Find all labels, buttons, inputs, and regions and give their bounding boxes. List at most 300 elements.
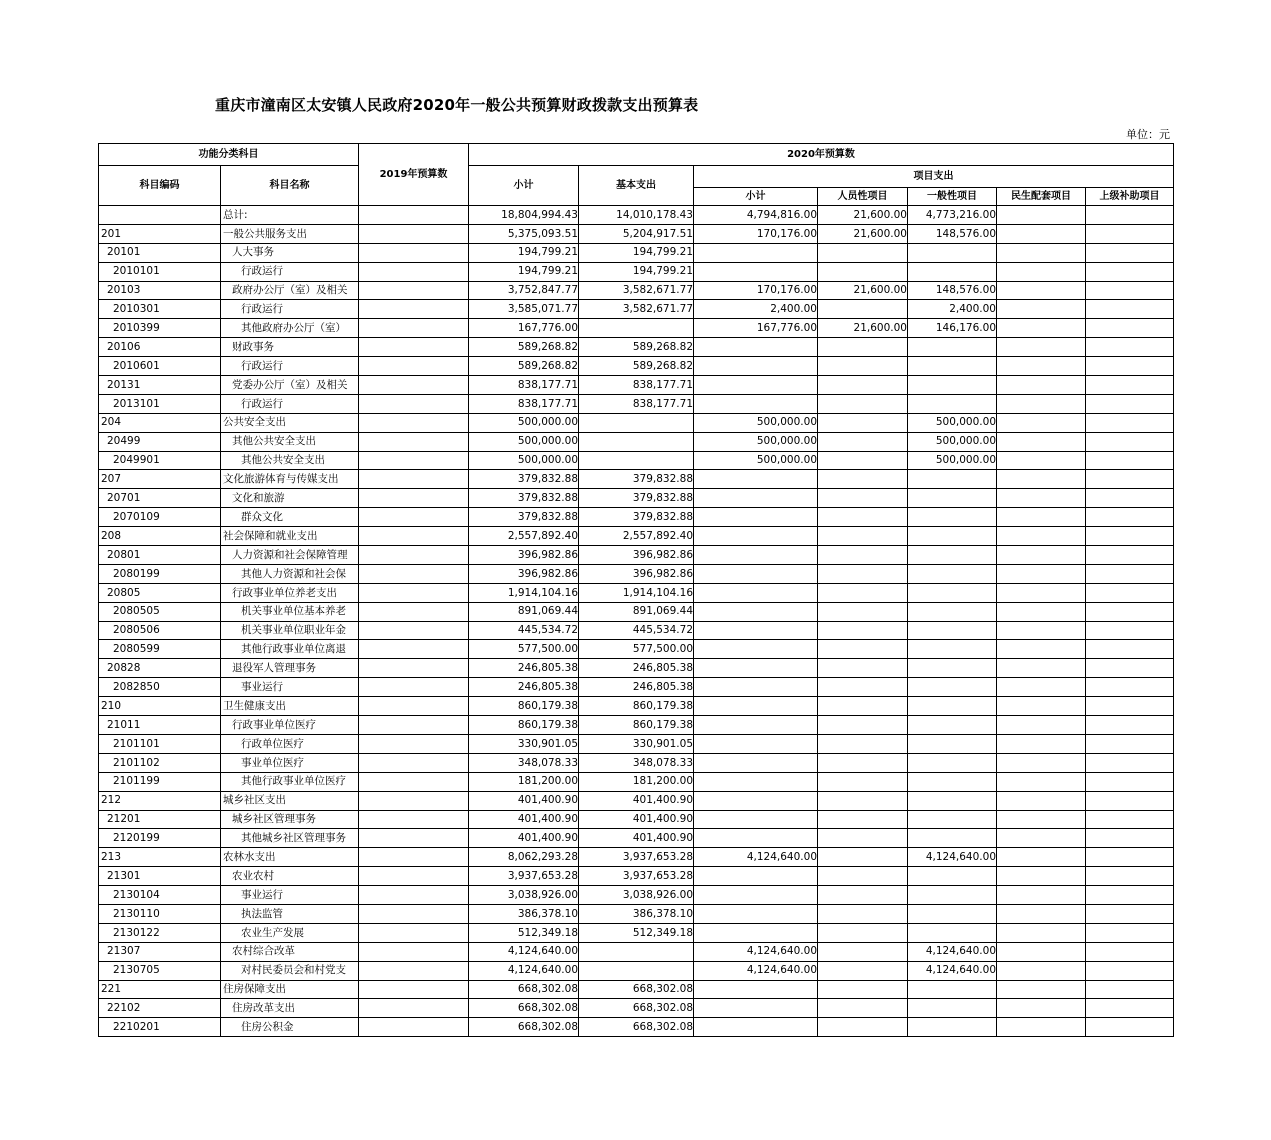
cell-general [908, 527, 997, 546]
cell-prev-budget [359, 319, 469, 338]
table-row [99, 923, 1174, 942]
cell-proj-subtotal [694, 659, 818, 678]
cell-proj-subtotal [694, 923, 818, 942]
cell-proj-subtotal [694, 829, 818, 848]
table-row [99, 659, 1174, 678]
cell-basic: 589,268.82 [579, 357, 694, 376]
cell-prev-budget [359, 357, 469, 376]
cell-basic [579, 961, 694, 980]
cell-name: 事业运行 [221, 886, 359, 905]
cell-basic: 860,179.38 [579, 697, 694, 716]
cell-personnel [818, 980, 908, 999]
cell-superior [1086, 697, 1174, 716]
cell-basic: 668,302.08 [579, 999, 694, 1018]
cell-prev-budget [359, 224, 469, 243]
table-row [99, 243, 1174, 262]
cell-code: 2049901 [99, 451, 221, 470]
cell-personnel [818, 394, 908, 413]
cell-basic: 2,557,892.40 [579, 527, 694, 546]
cell-personnel [818, 451, 908, 470]
cell-livelihood [997, 224, 1086, 243]
cell-prev-budget [359, 583, 469, 602]
cell-basic: 3,937,653.28 [579, 848, 694, 867]
table-row [99, 772, 1174, 791]
cell-name: 农村综合改革 [221, 942, 359, 961]
cell-personnel [818, 564, 908, 583]
cell-proj-subtotal [694, 527, 818, 546]
cell-subtotal: 330,901.05 [469, 734, 579, 753]
table-row [99, 980, 1174, 999]
cell-personnel [818, 904, 908, 923]
cell-subtotal: 512,349.18 [469, 923, 579, 942]
cell-subtotal: 589,268.82 [469, 357, 579, 376]
cell-superior [1086, 753, 1174, 772]
cell-name: 事业运行 [221, 678, 359, 697]
cell-code: 21011 [99, 716, 221, 735]
cell-name: 对村民委员会和村党支 [221, 961, 359, 980]
cell-basic: 379,832.88 [579, 470, 694, 489]
cell-basic: 838,177.71 [579, 394, 694, 413]
table-row [99, 319, 1174, 338]
cell-prev-budget [359, 621, 469, 640]
header-prev-budget: 2019年预算数 [359, 144, 469, 206]
cell-code: 2013101 [99, 394, 221, 413]
cell-superior [1086, 281, 1174, 300]
cell-general [908, 734, 997, 753]
cell-basic: 3,582,671.77 [579, 281, 694, 300]
cell-basic: 860,179.38 [579, 716, 694, 735]
cell-superior [1086, 243, 1174, 262]
cell-code: 2101102 [99, 753, 221, 772]
cell-name: 行政运行 [221, 262, 359, 281]
header-code: 科目编码 [99, 166, 221, 206]
cell-general [908, 772, 997, 791]
cell-personnel [818, 716, 908, 735]
cell-general [908, 621, 997, 640]
cell-proj-subtotal [694, 904, 818, 923]
cell-basic: 246,805.38 [579, 678, 694, 697]
cell-superior [1086, 678, 1174, 697]
cell-prev-budget [359, 904, 469, 923]
cell-basic: 1,914,104.16 [579, 583, 694, 602]
table-header [99, 144, 1174, 206]
cell-prev-budget [359, 489, 469, 508]
cell-proj-subtotal [694, 980, 818, 999]
cell-subtotal: 379,832.88 [469, 470, 579, 489]
cell-proj-subtotal [694, 508, 818, 527]
table-row [99, 583, 1174, 602]
cell-livelihood [997, 904, 1086, 923]
cell-code: 204 [99, 413, 221, 432]
unit-label: 单位：元 [1126, 128, 1170, 141]
cell-general: 148,576.00 [908, 281, 997, 300]
cell-proj-subtotal: 167,776.00 [694, 319, 818, 338]
header-func-class: 功能分类科目 [99, 144, 359, 166]
cell-personnel [818, 640, 908, 659]
cell-superior [1086, 999, 1174, 1018]
page-title: 重庆市潼南区太安镇人民政府2020年一般公共预算财政拨款支出预算表 [215, 96, 699, 114]
cell-general: 148,576.00 [908, 224, 997, 243]
cell-personnel [818, 300, 908, 319]
cell-basic: 396,982.86 [579, 546, 694, 565]
cell-code: 201 [99, 224, 221, 243]
cell-superior [1086, 904, 1174, 923]
cell-proj-subtotal [694, 243, 818, 262]
cell-personnel [818, 602, 908, 621]
cell-name: 人力资源和社会保障管理 [221, 546, 359, 565]
cell-livelihood [997, 678, 1086, 697]
header-personnel: 人员性项目 [818, 188, 908, 206]
cell-basic: 445,534.72 [579, 621, 694, 640]
cell-name: 其他政府办公厅（室） [221, 319, 359, 338]
cell-superior [1086, 734, 1174, 753]
cell-livelihood [997, 942, 1086, 961]
table-body [99, 206, 1174, 1037]
table-row [99, 961, 1174, 980]
cell-proj-subtotal [694, 999, 818, 1018]
cell-basic: 396,982.86 [579, 564, 694, 583]
cell-personnel [818, 1018, 908, 1037]
cell-name: 住房改革支出 [221, 999, 359, 1018]
cell-superior [1086, 508, 1174, 527]
cell-basic: 668,302.08 [579, 980, 694, 999]
cell-prev-budget [359, 829, 469, 848]
cell-personnel [818, 923, 908, 942]
cell-prev-budget [359, 942, 469, 961]
cell-superior [1086, 338, 1174, 357]
cell-subtotal: 5,375,093.51 [469, 224, 579, 243]
cell-proj-subtotal [694, 697, 818, 716]
cell-superior [1086, 206, 1174, 225]
cell-subtotal: 3,937,653.28 [469, 867, 579, 886]
cell-superior [1086, 640, 1174, 659]
cell-prev-budget [359, 753, 469, 772]
cell-name: 行政事业单位养老支出 [221, 583, 359, 602]
cell-livelihood [997, 961, 1086, 980]
cell-superior [1086, 262, 1174, 281]
cell-superior [1086, 546, 1174, 565]
cell-proj-subtotal [694, 772, 818, 791]
cell-prev-budget [359, 413, 469, 432]
cell-proj-subtotal: 2,400.00 [694, 300, 818, 319]
cell-general [908, 243, 997, 262]
cell-personnel [818, 432, 908, 451]
cell-code: 2130104 [99, 886, 221, 905]
cell-prev-budget [359, 394, 469, 413]
cell-basic: 181,200.00 [579, 772, 694, 791]
cell-name: 政府办公厅（室）及相关 [221, 281, 359, 300]
cell-basic: 3,937,653.28 [579, 867, 694, 886]
cell-prev-budget [359, 640, 469, 659]
cell-general: 4,124,640.00 [908, 848, 997, 867]
cell-livelihood [997, 734, 1086, 753]
cell-livelihood [997, 791, 1086, 810]
cell-personnel [818, 583, 908, 602]
cell-code: 2070109 [99, 508, 221, 527]
cell-code: 2130122 [99, 923, 221, 942]
cell-subtotal: 246,805.38 [469, 659, 579, 678]
cell-subtotal: 1,914,104.16 [469, 583, 579, 602]
cell-code: 21201 [99, 810, 221, 829]
table-row [99, 602, 1174, 621]
table-row [99, 338, 1174, 357]
cell-prev-budget [359, 886, 469, 905]
cell-superior [1086, 621, 1174, 640]
cell-superior [1086, 848, 1174, 867]
cell-basic: 401,400.90 [579, 829, 694, 848]
cell-proj-subtotal [694, 489, 818, 508]
cell-general: 4,773,216.00 [908, 206, 997, 225]
cell-code: 2130705 [99, 961, 221, 980]
cell-prev-budget [359, 300, 469, 319]
cell-general [908, 338, 997, 357]
cell-basic: 14,010,178.43 [579, 206, 694, 225]
cell-superior [1086, 602, 1174, 621]
cell-code: 22102 [99, 999, 221, 1018]
cell-personnel [818, 338, 908, 357]
budget-table [98, 143, 1174, 1037]
cell-prev-budget [359, 262, 469, 281]
cell-general [908, 640, 997, 659]
cell-proj-subtotal: 4,124,640.00 [694, 961, 818, 980]
cell-basic [579, 319, 694, 338]
cell-livelihood [997, 489, 1086, 508]
cell-livelihood [997, 319, 1086, 338]
cell-superior [1086, 300, 1174, 319]
cell-livelihood [997, 772, 1086, 791]
cell-personnel [818, 489, 908, 508]
cell-superior [1086, 470, 1174, 489]
table-row [99, 262, 1174, 281]
cell-livelihood [997, 376, 1086, 395]
cell-superior [1086, 886, 1174, 905]
cell-personnel: 21,600.00 [818, 319, 908, 338]
cell-superior [1086, 810, 1174, 829]
cell-basic: 401,400.90 [579, 810, 694, 829]
cell-name: 其他公共安全支出 [221, 432, 359, 451]
cell-superior [1086, 432, 1174, 451]
cell-basic: 194,799.21 [579, 243, 694, 262]
cell-personnel [818, 753, 908, 772]
cell-personnel [818, 848, 908, 867]
cell-livelihood [997, 602, 1086, 621]
header-budget-2020: 2020年预算数 [469, 144, 1174, 166]
cell-name: 党委办公厅（室）及相关 [221, 376, 359, 395]
cell-code: 21301 [99, 867, 221, 886]
cell-livelihood [997, 243, 1086, 262]
cell-name: 文化旅游体育与传媒支出 [221, 470, 359, 489]
cell-general: 500,000.00 [908, 432, 997, 451]
cell-proj-subtotal [694, 376, 818, 395]
cell-livelihood [997, 753, 1086, 772]
cell-prev-budget [359, 659, 469, 678]
cell-name: 行政运行 [221, 300, 359, 319]
cell-basic: 668,302.08 [579, 1018, 694, 1037]
cell-superior [1086, 659, 1174, 678]
cell-subtotal: 246,805.38 [469, 678, 579, 697]
cell-superior [1086, 583, 1174, 602]
cell-livelihood [997, 980, 1086, 999]
cell-name: 退役军人管理事务 [221, 659, 359, 678]
cell-basic: 330,901.05 [579, 734, 694, 753]
cell-name: 其他行政事业单位医疗 [221, 772, 359, 791]
cell-prev-budget [359, 243, 469, 262]
cell-proj-subtotal: 4,124,640.00 [694, 848, 818, 867]
cell-general [908, 697, 997, 716]
header-general: 一般性项目 [908, 188, 997, 206]
cell-general [908, 546, 997, 565]
header-name: 科目名称 [221, 166, 359, 206]
cell-superior [1086, 716, 1174, 735]
cell-superior [1086, 829, 1174, 848]
cell-prev-budget [359, 508, 469, 527]
table-row [99, 357, 1174, 376]
cell-livelihood [997, 451, 1086, 470]
cell-personnel [818, 810, 908, 829]
cell-code: 20103 [99, 281, 221, 300]
cell-subtotal: 3,585,071.77 [469, 300, 579, 319]
cell-personnel [818, 886, 908, 905]
cell-personnel: 21,600.00 [818, 206, 908, 225]
cell-proj-subtotal: 4,124,640.00 [694, 942, 818, 961]
cell-prev-budget [359, 716, 469, 735]
cell-name: 农业农村 [221, 867, 359, 886]
cell-personnel [818, 678, 908, 697]
cell-prev-budget [359, 602, 469, 621]
cell-basic [579, 432, 694, 451]
cell-livelihood [997, 829, 1086, 848]
cell-superior [1086, 489, 1174, 508]
table-row [99, 1018, 1174, 1037]
cell-prev-budget [359, 791, 469, 810]
cell-personnel [818, 791, 908, 810]
cell-basic: 3,582,671.77 [579, 300, 694, 319]
cell-code: 2080199 [99, 564, 221, 583]
cell-prev-budget [359, 376, 469, 395]
cell-personnel [818, 829, 908, 848]
cell-name: 文化和旅游 [221, 489, 359, 508]
cell-subtotal: 589,268.82 [469, 338, 579, 357]
cell-prev-budget [359, 810, 469, 829]
cell-personnel [818, 470, 908, 489]
cell-livelihood [997, 564, 1086, 583]
cell-proj-subtotal [694, 1018, 818, 1037]
cell-basic: 891,069.44 [579, 602, 694, 621]
cell-basic: 401,400.90 [579, 791, 694, 810]
cell-name: 机关事业单位基本养老 [221, 602, 359, 621]
cell-prev-budget [359, 961, 469, 980]
cell-code: 210 [99, 697, 221, 716]
table-row [99, 999, 1174, 1018]
cell-subtotal: 500,000.00 [469, 413, 579, 432]
header-project: 项目支出 [694, 166, 1174, 188]
cell-subtotal: 8,062,293.28 [469, 848, 579, 867]
cell-livelihood [997, 432, 1086, 451]
cell-livelihood [997, 1018, 1086, 1037]
cell-subtotal: 838,177.71 [469, 394, 579, 413]
header-livelihood: 民生配套项目 [997, 188, 1086, 206]
cell-basic: 194,799.21 [579, 262, 694, 281]
cell-subtotal: 396,982.86 [469, 564, 579, 583]
cell-name: 其他人力资源和社会保 [221, 564, 359, 583]
cell-personnel: 21,600.00 [818, 224, 908, 243]
cell-prev-budget [359, 338, 469, 357]
cell-general [908, 753, 997, 772]
cell-subtotal: 668,302.08 [469, 980, 579, 999]
cell-general [908, 470, 997, 489]
table-row [99, 886, 1174, 905]
cell-proj-subtotal [694, 810, 818, 829]
cell-subtotal: 167,776.00 [469, 319, 579, 338]
header-superior: 上级补助项目 [1086, 188, 1174, 206]
cell-personnel [818, 659, 908, 678]
cell-prev-budget [359, 980, 469, 999]
header-basic: 基本支出 [579, 166, 694, 206]
cell-proj-subtotal [694, 867, 818, 886]
cell-superior [1086, 564, 1174, 583]
cell-basic: 386,378.10 [579, 904, 694, 923]
cell-code: 21307 [99, 942, 221, 961]
cell-superior [1086, 980, 1174, 999]
cell-prev-budget [359, 697, 469, 716]
cell-code: 2010101 [99, 262, 221, 281]
cell-personnel [818, 508, 908, 527]
cell-proj-subtotal: 170,176.00 [694, 281, 818, 300]
cell-prev-budget [359, 867, 469, 886]
table-row [99, 716, 1174, 735]
cell-personnel [818, 961, 908, 980]
cell-name: 人大事务 [221, 243, 359, 262]
cell-subtotal: 194,799.21 [469, 262, 579, 281]
cell-personnel [818, 621, 908, 640]
cell-name: 住房保障支出 [221, 980, 359, 999]
table-row [99, 281, 1174, 300]
table-row [99, 300, 1174, 319]
cell-code: 20101 [99, 243, 221, 262]
cell-code: 213 [99, 848, 221, 867]
table-row [99, 791, 1174, 810]
cell-livelihood [997, 281, 1086, 300]
cell-name: 其他行政事业单位离退 [221, 640, 359, 659]
cell-livelihood [997, 470, 1086, 489]
cell-code: 221 [99, 980, 221, 999]
cell-personnel [818, 357, 908, 376]
cell-subtotal: 379,832.88 [469, 508, 579, 527]
cell-livelihood [997, 413, 1086, 432]
cell-proj-subtotal [694, 886, 818, 905]
cell-proj-subtotal [694, 621, 818, 640]
cell-superior [1086, 224, 1174, 243]
cell-name: 农林水支出 [221, 848, 359, 867]
cell-subtotal: 860,179.38 [469, 716, 579, 735]
cell-general: 500,000.00 [908, 451, 997, 470]
cell-subtotal: 401,400.90 [469, 810, 579, 829]
cell-code: 20499 [99, 432, 221, 451]
cell-general [908, 508, 997, 527]
cell-general: 146,176.00 [908, 319, 997, 338]
cell-prev-budget [359, 923, 469, 942]
cell-livelihood [997, 640, 1086, 659]
cell-livelihood [997, 867, 1086, 886]
cell-code: 2082850 [99, 678, 221, 697]
cell-proj-subtotal: 500,000.00 [694, 451, 818, 470]
cell-livelihood [997, 262, 1086, 281]
table-row [99, 546, 1174, 565]
cell-code: 2210201 [99, 1018, 221, 1037]
cell-name: 住房公积金 [221, 1018, 359, 1037]
cell-general: 2,400.00 [908, 300, 997, 319]
cell-livelihood [997, 300, 1086, 319]
